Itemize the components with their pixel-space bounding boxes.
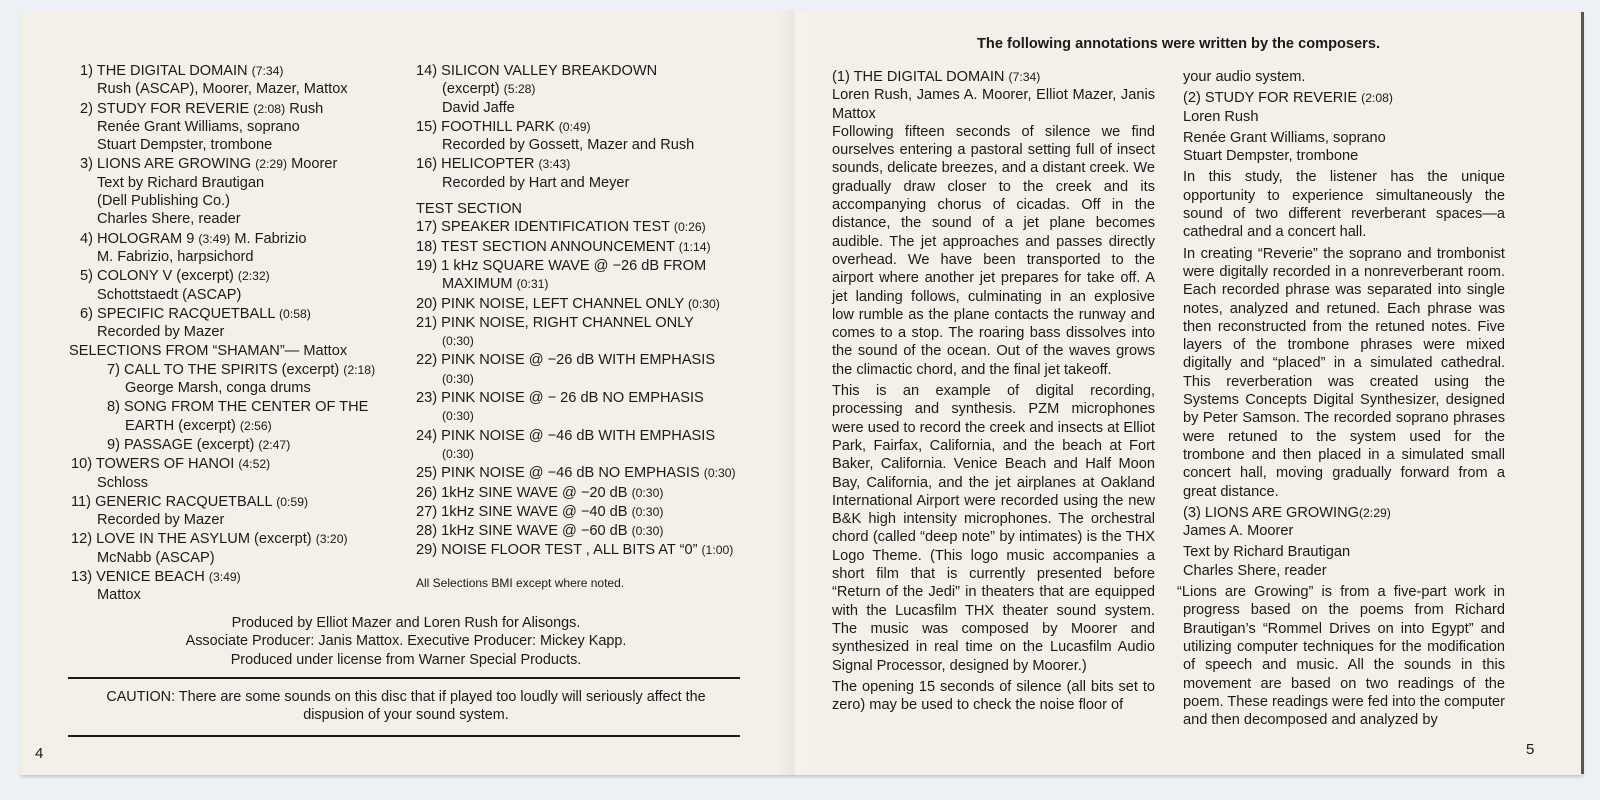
track-number: 1) <box>80 63 93 79</box>
track-item <box>416 257 761 294</box>
annotation-title: (1) THE DIGITAL DOMAIN (7:34) <box>832 69 1041 85</box>
annotation-paragraph: Following fifteen seconds of silence we find ourselves entering a pastoral setting full of insect sounds, delicate breezes, and a distant creek. We gradually draw closer to the creek and its accompanying chorus of cicadas. Off in the distance, the sound of a jet plane becomes audible. The jet approaches and passes directly overhead. We have been transported to the airport where another jet prepares for take off. A jet landing follows, culminating in an explosive low rumble as the plane contacts the runway and comes to a stop. The roaring bass dissolves into the sound of the ocean. Out of the waves grows the climactic chord, and the final jet takeoff. <box>832 123 1155 378</box>
annotation-credit: Renée Grant Williams, soprano <box>1183 129 1386 146</box>
track-credit: (Dell Publishing Co.) <box>97 193 231 210</box>
track-title: GENERIC RACQUETBALL <box>95 493 273 510</box>
divider-rule <box>68 735 740 737</box>
track-duration: (4:52) <box>238 457 271 472</box>
annotation-credit: Loren Rush <box>1183 108 1259 125</box>
track-number: 7) <box>107 361 120 378</box>
track-number: 26) <box>416 484 438 501</box>
track-title-continued: EARTH (excerpt) <box>125 417 236 434</box>
track-duration: (0:31) <box>516 277 549 292</box>
annotation-paragraph: “Lions are Growing” is from a five-part work in progress based on the poems from Richard Brautigan’s “Rommel Drives on into Egypt” and utilizing computer techniques for the modification of speech and music. All the sounds in this movement are based on two readings of the poem. These readings were fed into the computer and then decomposed and analyzed by <box>1177 584 1505 729</box>
tracklist-column-2 <box>416 62 761 592</box>
track-item <box>416 503 761 521</box>
track-number: 10) <box>71 456 93 473</box>
track-item <box>80 62 400 99</box>
center-fold <box>778 11 812 775</box>
track-credit: Renée Grant Williams, soprano <box>97 118 300 135</box>
track-title: HELICOPTER <box>441 156 535 173</box>
track-number: 21) <box>416 314 438 331</box>
track-title: PASSAGE (excerpt) <box>124 436 255 453</box>
production-credits <box>68 614 744 669</box>
track-credit: Recorded by Hart and Meyer <box>442 174 630 191</box>
track-number: 12) <box>71 531 93 548</box>
track-credit: Text by Richard Brautigan <box>97 174 265 191</box>
annotation-credit: Stuart Dempster, trombone <box>1183 148 1359 165</box>
track-title: PINK NOISE, LEFT CHANNEL ONLY <box>441 295 684 312</box>
track-title: 1kHz SINE WAVE @ −40 dB <box>441 503 628 520</box>
annotation-credit: Charles Shere, reader <box>1183 562 1327 579</box>
booklet-edge <box>1581 12 1584 774</box>
track-duration: (2:56) <box>239 418 272 433</box>
bmi-note: All Selections BMI except where noted. <box>416 575 625 590</box>
track-item <box>71 568 400 605</box>
annotation-credits: Loren Rush, James A. Moorer, Elliot Mazer, Janis Mattox <box>832 87 1155 122</box>
track-number: 6) <box>80 305 93 322</box>
caution-line: dispusion of your sound system. <box>303 707 509 724</box>
track-composer: Rush <box>289 100 324 117</box>
track-title-continued: MAXIMUM <box>442 276 513 293</box>
track-number: 17) <box>416 219 438 236</box>
track-item <box>80 436 400 454</box>
annotation-credit: James A. Moorer <box>1183 523 1294 540</box>
track-item <box>416 218 761 236</box>
annotation-title: (3) LIONS ARE GROWING(2:29) <box>1183 504 1391 521</box>
track-number: 4) <box>80 230 93 247</box>
track-number: 24) <box>416 427 438 444</box>
page-number-left: 4 <box>35 745 44 762</box>
track-number: 8) <box>107 399 120 416</box>
track-duration: (1:14) <box>678 239 711 254</box>
track-title: VENICE BEACH <box>96 569 205 586</box>
track-duration: (3:43) <box>538 157 571 172</box>
track-item <box>80 100 400 155</box>
track-title: STUDY FOR REVERIE <box>97 100 250 117</box>
track-item <box>416 484 761 502</box>
track-title: PINK NOISE, RIGHT CHANNEL ONLY <box>441 314 694 331</box>
track-title: FOOTHILL PARK <box>441 118 555 135</box>
track-composer: Moorer <box>291 156 338 173</box>
track-title: COLONY V (excerpt) <box>97 268 234 285</box>
track-item <box>416 314 761 351</box>
tracklist-column-1 <box>69 62 400 606</box>
track-item <box>80 267 400 304</box>
track-item <box>80 361 400 398</box>
track-duration: (2:47) <box>258 437 291 452</box>
track-item <box>416 464 761 482</box>
track-duration: (2:29) <box>255 157 288 172</box>
track-item <box>71 455 400 492</box>
track-duration: (0:30) <box>442 409 474 424</box>
track-duration: (2:18) <box>343 362 376 377</box>
track-composer: M. Fabrizio <box>234 230 307 247</box>
annotation-paragraph: In this study, the listener has the unique opportunity to experience simultaneously the sound of two different reverberant spaces—a cathedral and a concert hall. <box>1183 169 1505 241</box>
track-item <box>416 62 761 117</box>
track-item <box>416 427 761 464</box>
track-credit: George Marsh, conga drums <box>125 380 311 397</box>
track-number: 2) <box>80 100 93 117</box>
track-item <box>416 351 761 388</box>
track-title-continued: (excerpt) <box>442 81 500 98</box>
track-number: 25) <box>416 465 438 482</box>
credit-line: Associate Producer: Janis Mattox. Executive Producer: Mickey Kapp. <box>185 633 627 650</box>
page-number-right: 5 <box>1526 741 1535 758</box>
track-number: 15) <box>416 118 438 135</box>
credit-line: Produced under license from Warner Special Products. <box>230 651 582 668</box>
track-number: 9) <box>107 436 120 453</box>
shaman-heading: SELECTIONS FROM “SHAMAN”— Mattox <box>69 343 348 360</box>
track-duration: (2:32) <box>237 269 270 284</box>
track-credit: Charles Shere, reader <box>97 211 241 228</box>
track-number: 23) <box>416 390 438 407</box>
track-credit: M. Fabrizio, harpsichord <box>97 248 254 265</box>
track-title: HOLOGRAM 9 <box>97 230 195 247</box>
track-item <box>80 230 400 267</box>
track-item <box>71 493 400 530</box>
track-item <box>416 238 761 256</box>
track-duration: (3:49) <box>208 570 241 585</box>
track-title: TEST SECTION ANNOUNCEMENT <box>440 238 675 255</box>
annotation-column-a <box>832 68 1155 717</box>
track-item <box>71 530 400 567</box>
annotation-paragraph: In creating “Reverie” the soprano and trombonist were digitally recorded in a nonreverberant room. Each recorded phrase was separated into single notes, analyzed and retuned. Each phrase was then reconstructed from the retuned notes. Five layers of the trombone phrases were mixed digitally and “placed” in a simulated cathedral. This reverberation was created using the Systems Concepts Digital Synthesizer, designed by Peter Samson. The recorded soprano phrases were retuned to the system used for the trombone and then placed in a simulated small concert hall, moving gradually forward from a great distance. <box>1183 245 1505 500</box>
track-duration: (7:34) <box>251 64 284 78</box>
track-duration: (0:58) <box>278 306 311 321</box>
track-item <box>80 398 400 435</box>
track-credit: Stuart Dempster, trombone <box>97 137 273 154</box>
annotation-paragraph: The opening 15 seconds of silence (all bits set to zero) may be used to check the noise floor of <box>832 678 1155 714</box>
track-duration: (3:20) <box>315 532 348 547</box>
track-item <box>416 118 761 155</box>
track-duration: (0:30) <box>442 371 474 386</box>
annotation-title: (2) STUDY FOR REVERIE (2:08) <box>1183 90 1393 107</box>
track-duration: (0:30) <box>442 446 474 461</box>
track-duration: (0:26) <box>673 220 706 235</box>
track-number: 20) <box>416 295 438 312</box>
track-duration: (0:49) <box>558 119 591 134</box>
track-duration: (5:28) <box>503 82 536 97</box>
track-title: PINK NOISE @ − 26 dB NO EMPHASIS <box>441 390 704 407</box>
annotation-credit: Text by Richard Brautigan <box>1183 544 1351 561</box>
track-duration: (0:59) <box>276 494 309 509</box>
track-title: TOWERS OF HANOI <box>95 456 235 473</box>
track-number: 3) <box>80 156 93 173</box>
track-item <box>80 305 400 342</box>
track-item <box>416 541 761 559</box>
track-item <box>416 155 761 192</box>
track-title: 1kHz SINE WAVE @ −60 dB <box>441 523 628 540</box>
track-number: 13) <box>71 569 93 586</box>
track-duration: (0:30) <box>631 504 664 519</box>
track-duration: (2:08) <box>253 101 286 116</box>
track-title: PINK NOISE @ −26 dB WITH EMPHASIS <box>441 352 716 369</box>
caution-line: CAUTION: There are some sounds on this disc that if played too loudly will seriously affect the <box>106 689 706 705</box>
track-number: 22) <box>416 352 438 369</box>
track-title: THE DIGITAL DOMAIN <box>96 63 248 79</box>
annotation-column-b <box>1177 68 1505 732</box>
track-number: 28) <box>416 523 438 540</box>
track-duration: (0:30) <box>631 485 664 500</box>
track-number: 19) <box>416 257 438 274</box>
track-credit: Schloss <box>97 474 149 491</box>
test-section-heading: TEST SECTION <box>416 201 522 218</box>
track-title: 1kHz SINE WAVE @ −20 dB <box>441 484 628 501</box>
divider-rule <box>68 677 740 679</box>
track-number: 5) <box>80 268 93 285</box>
track-number: 29) <box>416 542 438 559</box>
track-title: NOISE FLOOR TEST , ALL BITS AT “0” <box>441 542 698 559</box>
track-credit: Schottstaedt (ASCAP) <box>97 286 242 303</box>
track-duration: (0:30) <box>703 466 736 481</box>
track-duration: (3:49) <box>198 231 231 246</box>
continued-text: your audio system. <box>1183 69 1306 85</box>
track-credit: Recorded by Mazer <box>97 324 225 341</box>
track-title: SONG FROM THE CENTER OF THE <box>124 399 369 416</box>
track-item <box>80 155 400 228</box>
track-title: CALL TO THE SPIRITS (excerpt) <box>124 361 340 378</box>
track-title: 1 kHz SQUARE WAVE @ −26 dB FROM <box>441 257 707 274</box>
caution-notice <box>68 688 744 725</box>
track-item <box>416 295 761 313</box>
track-number: 27) <box>416 503 438 520</box>
track-credit: Mattox <box>97 587 141 604</box>
track-number: 14) <box>416 63 438 79</box>
track-credit: Recorded by Gossett, Mazer and Rush <box>442 137 695 154</box>
track-title: LIONS ARE GROWING <box>97 156 252 173</box>
annotation-paragraph: This is an example of digital recording, processing and synthesis. PZM microphones were used to record the creek and insects at Elliot Park, Fairfax, California, and the beach at Fort Baker, California. Venice Beach and Half Moon Bay, California, and the jet airplanes at Oakland International Airport were recorded using the new B&K high intensity microphones. The orchestral chord (called “deep note” by intimates) is the THX Logo Theme. (This logo music accompanies a short film that is currently presented before “Return of the Jedi” in theaters that are equipped with the Lucasfilm THX theater sound system. The music was composed by Moorer and synthesized in real time on the Lucasfilm Audio Signal Processor, designed by Moorer.) <box>832 383 1155 674</box>
track-credit: Rush (ASCAP), Moorer, Mazer, Mattox <box>97 81 348 98</box>
track-title: SPECIFIC RACQUETBALL <box>97 305 275 322</box>
track-item <box>416 389 761 426</box>
track-number: 11) <box>71 493 92 510</box>
track-title: PINK NOISE @ −46 dB WITH EMPHASIS <box>441 427 716 444</box>
annotations-heading: The following annotations were written by the composers. <box>977 36 1380 52</box>
track-title: SILICON VALLEY BREAKDOWN <box>441 63 658 79</box>
track-title: LOVE IN THE ASYLUM (excerpt) <box>96 531 312 548</box>
track-title: SPEAKER IDENTIFICATION TEST <box>441 219 670 236</box>
track-duration: (1:00) <box>701 543 734 558</box>
track-credit: McNabb (ASCAP) <box>97 549 215 566</box>
track-number: 16) <box>416 156 438 173</box>
track-item <box>416 522 761 540</box>
track-duration: (0:30) <box>442 334 474 349</box>
track-credit: David Jaffe <box>442 99 515 116</box>
track-credit: Recorded by Mazer <box>97 512 225 529</box>
track-duration: (0:30) <box>631 524 664 539</box>
track-title: PINK NOISE @ −46 dB NO EMPHASIS <box>441 465 700 482</box>
track-duration: (0:30) <box>687 296 720 311</box>
credit-line: Produced by Elliot Mazer and Loren Rush for Alisongs. <box>231 615 581 631</box>
track-number: 18) <box>416 238 438 255</box>
